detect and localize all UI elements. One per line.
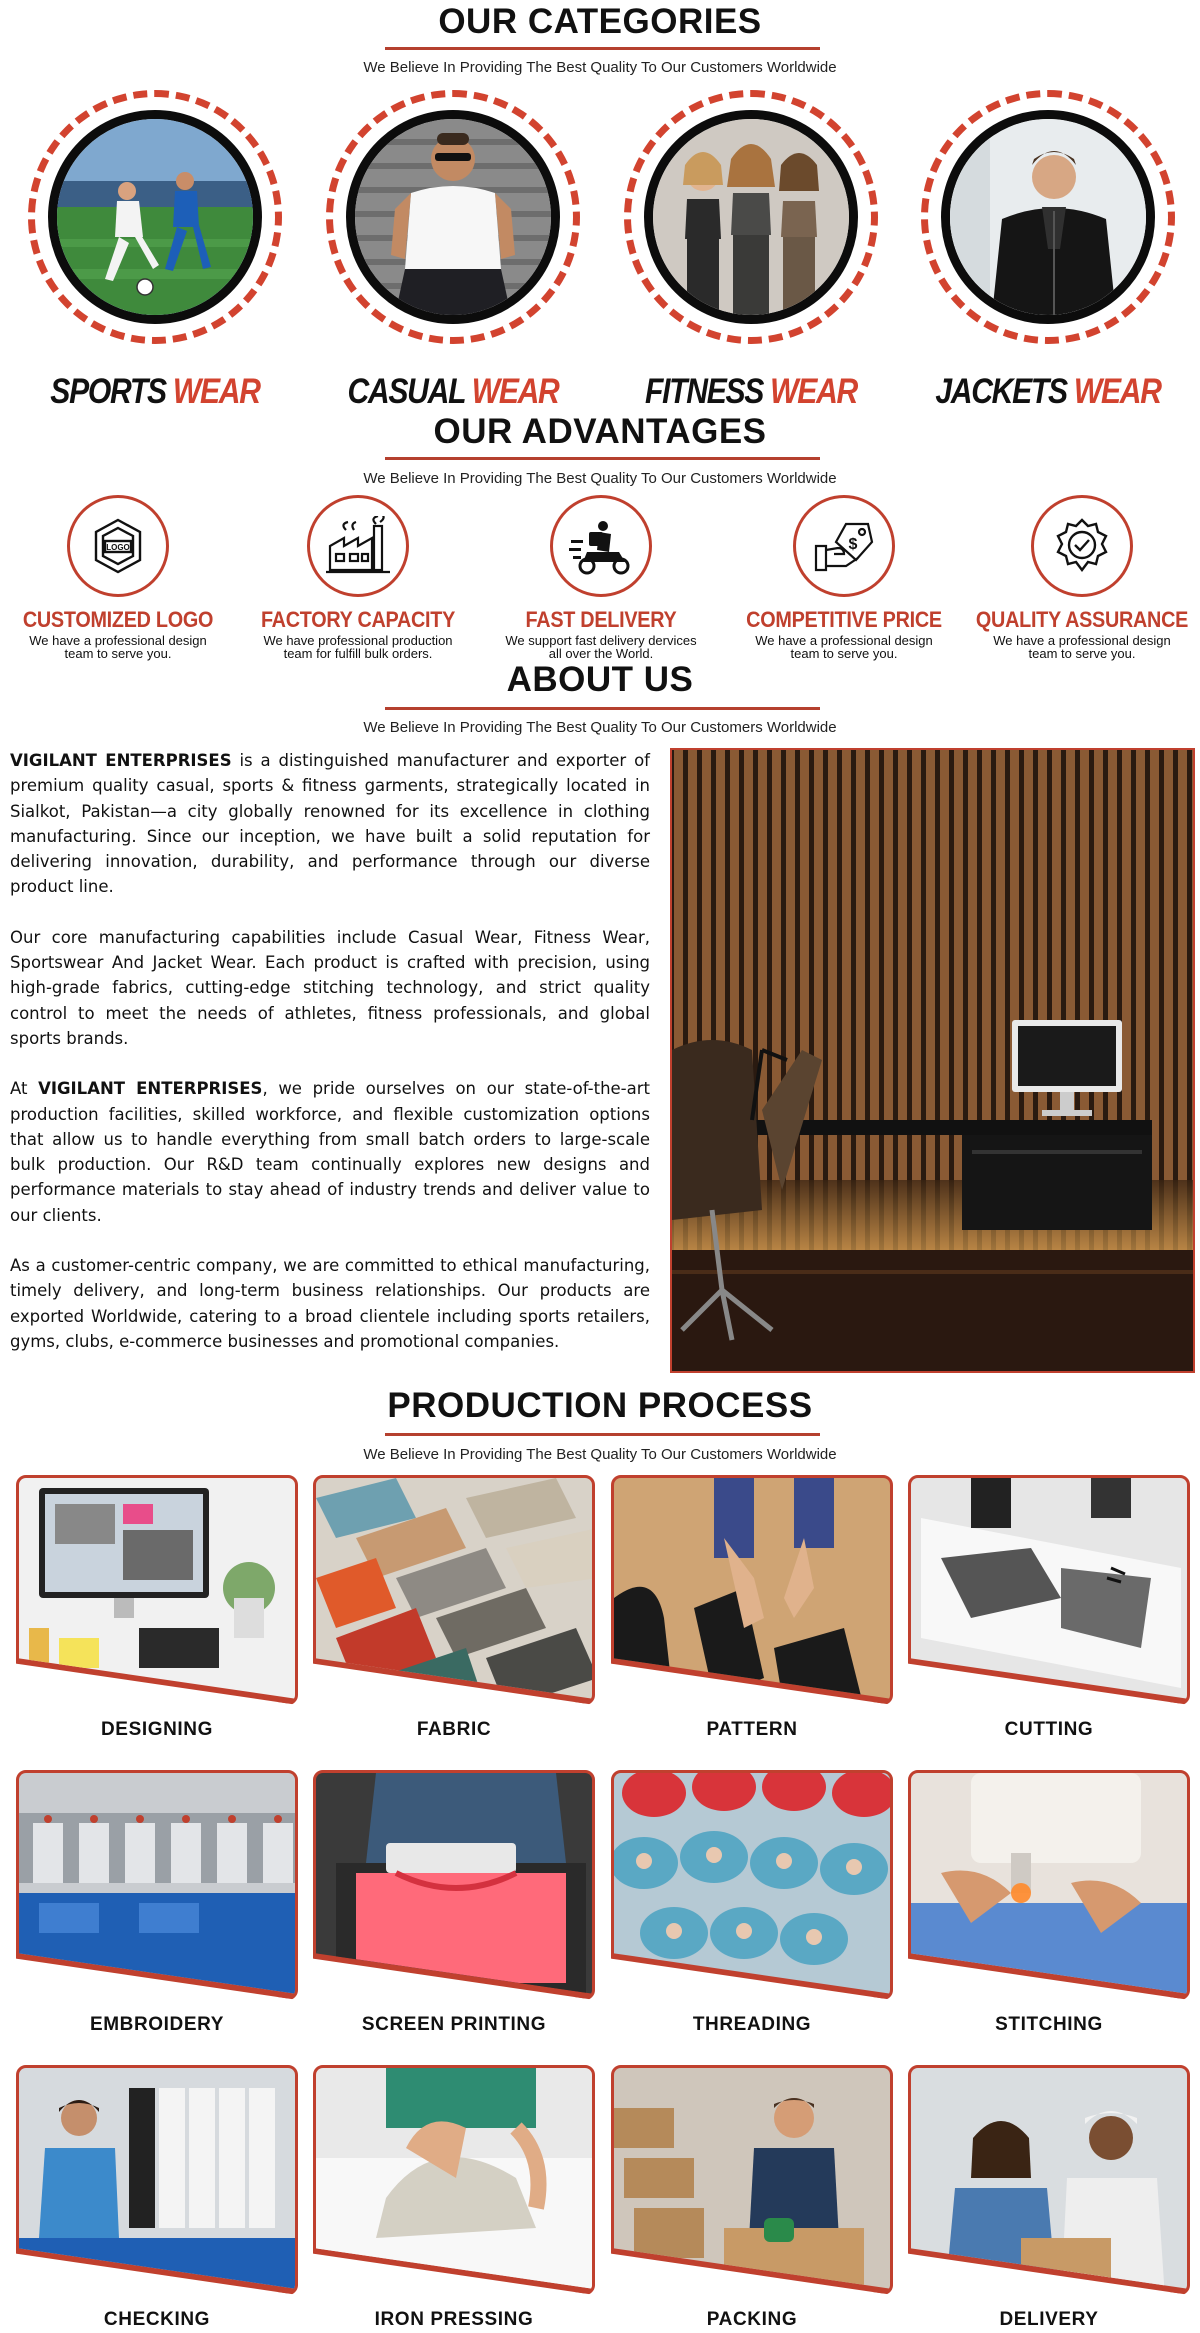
office-photo bbox=[670, 748, 1195, 1373]
category-sports-wear[interactable] bbox=[20, 90, 290, 420]
advantage-title: CUSTOMIZED LOGO bbox=[22, 607, 214, 632]
process-label: FABRIC bbox=[416, 1719, 492, 1740]
process-step-pattern[interactable] bbox=[611, 1475, 893, 1745]
advantage-title: FAST DELIVERY bbox=[525, 607, 677, 632]
category-label: CASUAL WEAR bbox=[347, 372, 559, 411]
production-subtitle: We Believe In Providing The Best Quality To Our Customers Worldwide bbox=[363, 1446, 837, 1463]
process-card bbox=[611, 2065, 893, 2295]
about-paragraph-3: At VIGILANT ENTERPRISES, we pride ourselves on our state-of-the-art production facilities, skilled workforce, and flexible customization options that allow us to handle everything from small batch orders to large-scale bulk production. Our R&D team continually explores new designs and performance materials to stay ahead of industry trends and deliver value to our clients. bbox=[10, 1079, 650, 1225]
advantage-desc: We have a professional design team to serve you. bbox=[993, 633, 1171, 661]
delivery-scooter-icon bbox=[550, 495, 652, 597]
process-card bbox=[611, 1475, 893, 1705]
process-label: SCREEN PRINTING bbox=[361, 2014, 547, 2035]
quality-seal-icon bbox=[1031, 495, 1133, 597]
process-step-cutting[interactable] bbox=[908, 1475, 1190, 1745]
category-label: JACKETS WEAR bbox=[935, 372, 1161, 411]
jackets-wear-photo bbox=[941, 110, 1155, 324]
about-subtitle: We Believe In Providing The Best Quality To Our Customers Worldwide bbox=[363, 719, 837, 736]
process-card bbox=[908, 1475, 1190, 1705]
process-card bbox=[313, 1770, 595, 2000]
category-jackets-wear[interactable] bbox=[913, 90, 1183, 420]
process-step-delivery[interactable] bbox=[908, 2065, 1190, 2333]
process-card bbox=[313, 1475, 595, 1705]
process-card bbox=[908, 2065, 1190, 2295]
advantage-quality-assurance bbox=[964, 495, 1200, 675]
advantage-title: QUALITY ASSURANCE bbox=[975, 607, 1189, 632]
factory-icon bbox=[307, 495, 409, 597]
process-step-screen-printing[interactable] bbox=[313, 1770, 595, 2040]
process-card bbox=[16, 1475, 298, 1705]
category-fitness-wear[interactable] bbox=[616, 90, 886, 420]
categories-title: OUR CATEGORIES bbox=[438, 2, 762, 41]
process-label: EMBROIDERY bbox=[89, 2014, 225, 2035]
advantage-fast-delivery bbox=[483, 495, 719, 675]
category-casual-wear[interactable] bbox=[318, 90, 588, 420]
process-label: IRON PRESSING bbox=[374, 2309, 534, 2330]
about-body bbox=[10, 748, 650, 1379]
process-label: STITCHING bbox=[995, 2014, 1103, 2035]
process-label: CHECKING bbox=[103, 2309, 211, 2330]
process-step-embroidery[interactable] bbox=[16, 1770, 298, 2040]
process-label: DESIGNING bbox=[100, 1719, 214, 1740]
process-label: DELIVERY bbox=[999, 2309, 1099, 2330]
process-label: THREADING bbox=[692, 2014, 812, 2035]
process-label: CUTTING bbox=[1004, 1719, 1094, 1740]
process-step-designing[interactable] bbox=[16, 1475, 298, 1745]
advantage-competitive-price bbox=[726, 495, 962, 675]
svg-text:LOGO: LOGO bbox=[106, 543, 130, 552]
about-title: ABOUT US bbox=[506, 660, 694, 699]
about-paragraph-4: As a customer-centric company, we are committed to ethical manufacturing, timely delivery, and long-term business relationships. Our products are exported Worldwide, catering to a broad clientele including sports retailers, gyms, clubs, e-commerce businesses and promotional companies. bbox=[10, 1256, 650, 1351]
fitness-wear-photo bbox=[644, 110, 858, 324]
process-card bbox=[16, 2065, 298, 2295]
categories-subtitle: We Believe In Providing The Best Quality To Our Customers Worldwide bbox=[363, 59, 837, 76]
process-card bbox=[313, 2065, 595, 2295]
categories-title-underline bbox=[385, 47, 820, 50]
advantage-desc: We support fast delivery dervices all over the World. bbox=[505, 633, 697, 661]
advantage-desc: We have a professional design team to serve you. bbox=[755, 633, 933, 661]
advantages-title: OUR ADVANTAGES bbox=[433, 412, 767, 451]
advantage-title: FACTORY CAPACITY bbox=[260, 607, 456, 632]
process-card bbox=[16, 1770, 298, 2000]
sports-wear-photo bbox=[48, 110, 262, 324]
advantage-desc: We have a professional design team to serve you. bbox=[29, 633, 207, 661]
svg-text:$: $ bbox=[848, 536, 858, 553]
process-step-packing[interactable] bbox=[611, 2065, 893, 2333]
process-label: PACKING bbox=[706, 2309, 798, 2330]
advantages-title-underline bbox=[385, 457, 820, 460]
process-step-checking[interactable] bbox=[16, 2065, 298, 2333]
process-card bbox=[908, 1770, 1190, 2000]
company-name: VIGILANT ENTERPRISES bbox=[38, 1079, 263, 1099]
price-tag-hand-icon bbox=[793, 495, 895, 597]
category-label: SPORTS WEAR bbox=[50, 372, 260, 411]
process-card bbox=[611, 1770, 893, 2000]
company-name: VIGILANT ENTERPRISES bbox=[10, 751, 232, 770]
process-step-threading[interactable] bbox=[611, 1770, 893, 2040]
production-title: PRODUCTION PROCESS bbox=[387, 1386, 813, 1425]
process-step-fabric[interactable] bbox=[313, 1475, 595, 1745]
about-paragraph-1: VIGILANT ENTERPRISES is a distinguished manufacturer and exporter of premium quality casual, sports & fitness garments, strategically located in Sialkot, Pakistan—a city globally renowned for its excellence in clothing manufacturing. Since our inception, we have built a solid reputation for delivering innovation, durability, and performance through our diverse product line. bbox=[10, 751, 650, 897]
casual-wear-photo bbox=[346, 110, 560, 324]
advantages-subtitle: We Believe In Providing The Best Quality To Our Customers Worldwide bbox=[363, 470, 837, 487]
process-step-iron-pressing[interactable] bbox=[313, 2065, 595, 2333]
category-label: FITNESS WEAR bbox=[645, 372, 857, 411]
advantage-desc: We have professional production team for fulfill bulk orders. bbox=[263, 633, 453, 661]
advantage-factory-capacity bbox=[240, 495, 476, 675]
about-title-underline bbox=[385, 707, 820, 710]
production-title-underline bbox=[385, 1433, 820, 1436]
process-step-stitching[interactable] bbox=[908, 1770, 1190, 2040]
advantage-title: COMPETITIVE PRICE bbox=[746, 607, 942, 632]
advantage-customized-logo bbox=[0, 495, 236, 675]
process-label: PATTERN bbox=[706, 1719, 798, 1740]
about-paragraph-2: Our core manufacturing capabilities include Casual Wear, Fitness Wear, Sportswear And Jacket Wear. Each product is crafted with precision, using high-grade fabrics, cutting-edge stitching technology, and strict quality control to meet the needs of athletes, fitness professionals, and global sports brands. bbox=[10, 927, 650, 1048]
logo-badge-icon bbox=[67, 495, 169, 597]
